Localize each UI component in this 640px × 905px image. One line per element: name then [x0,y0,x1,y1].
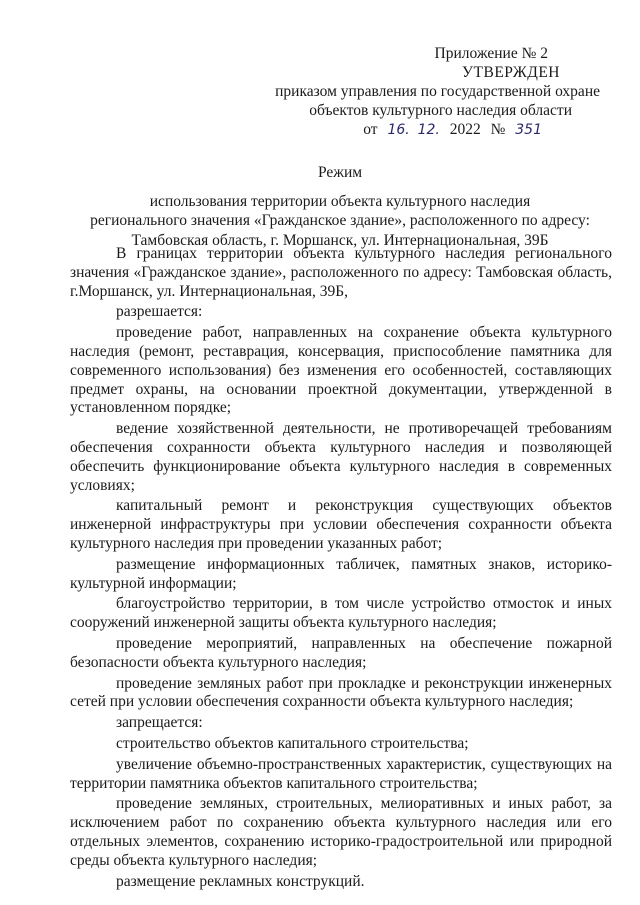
title-line-3: Тамбовская область, г. Моршанск, ул. Интернациональная, 39Б [131,231,549,249]
number-prefix: № [490,121,506,138]
intro-paragraph: В границах территории объекта культурного наследия регионального значения «Гражданское здание», расположенного по адресу: Тамбовская область, г.Моршанск, ул. Интернациональная, 39Б, [70,245,612,300]
date-year: 2022 [449,121,481,138]
date-month: 12. [417,122,440,138]
order-line-2: объектов культурного наследия области [309,102,572,119]
forbidden-item: размещение рекламных конструкций. [116,872,365,890]
allowed-label: разрешается: [116,303,203,321]
date-prefix: от [363,121,378,138]
date-day: 16. [387,122,410,138]
order-line-1: приказом управления по государственной охране [275,83,600,100]
title-line-2: регионального значения «Гражданское здание», расположенного по адресу: [90,212,590,229]
allowed-item: ведение хозяйственной деятельности, не противоречащей требованиям обеспечения сохранности объекта культурного наследия и позволяющей обеспечить функционирование объекта культурного наследия в современных условиях; [70,420,612,494]
order-date-line [250,120,542,140]
title-heading: Режим [317,164,363,181]
document-title [60,163,620,250]
order-number: 351 [515,122,542,138]
allowed-item: проведение мероприятий, направленных на обеспечение пожарной безопасности объекта культурного наследия; [70,634,612,671]
title-line-1: использования территории объекта культурного наследия [149,192,531,210]
allowed-item: проведение работ, направленных на сохранение объекта культурного наследия (ремонт, реставрация, консервация, приспособление памятника для современного использования) без изменения его особенностей, составляющих предмет охраны, на основании проектной документации, утвержденной в установленном порядке; [70,324,612,417]
document-body [70,245,612,893]
allowed-item: проведение земляных работ при прокладке и реконструкции инженерных сетей при условии обеспечения сохранности объекта культурного наследия; [70,674,612,711]
allowed-item: капитальный ремонт и реконструкция существующих объектов инженерной инфраструктуры при условии обеспечения сохранности объекта культурного наследия при проведении указанных работ; [70,497,612,552]
approved-label: УТВЕРЖДЕН [462,64,560,81]
appendix-label: Приложение № 2 [434,45,548,62]
allowed-item: благоустройство территории, в том числе устройство отмосток и иных сооружений инженерной защиты объекта культурного наследия; [70,595,612,632]
allowed-item: размещение информационных табличек, памятных знаков, историко-культурной информации; [70,555,612,592]
forbidden-label: запрещается: [116,714,203,732]
forbidden-item: увеличение объемно-пространственных характеристик, существующих на территории памятника объектов капитального строительства; [70,755,612,792]
forbidden-item: проведение земляных, строительных, мелиоративных и иных работ, за исключением работ по сохранению объекта культурного наследия или его отдельных элементов, сохранению историко-градостроительной или природной среды объекта культурного наследия; [70,795,612,869]
forbidden-item: строительство объектов капитального строительства; [116,734,469,752]
approval-header [250,44,600,140]
